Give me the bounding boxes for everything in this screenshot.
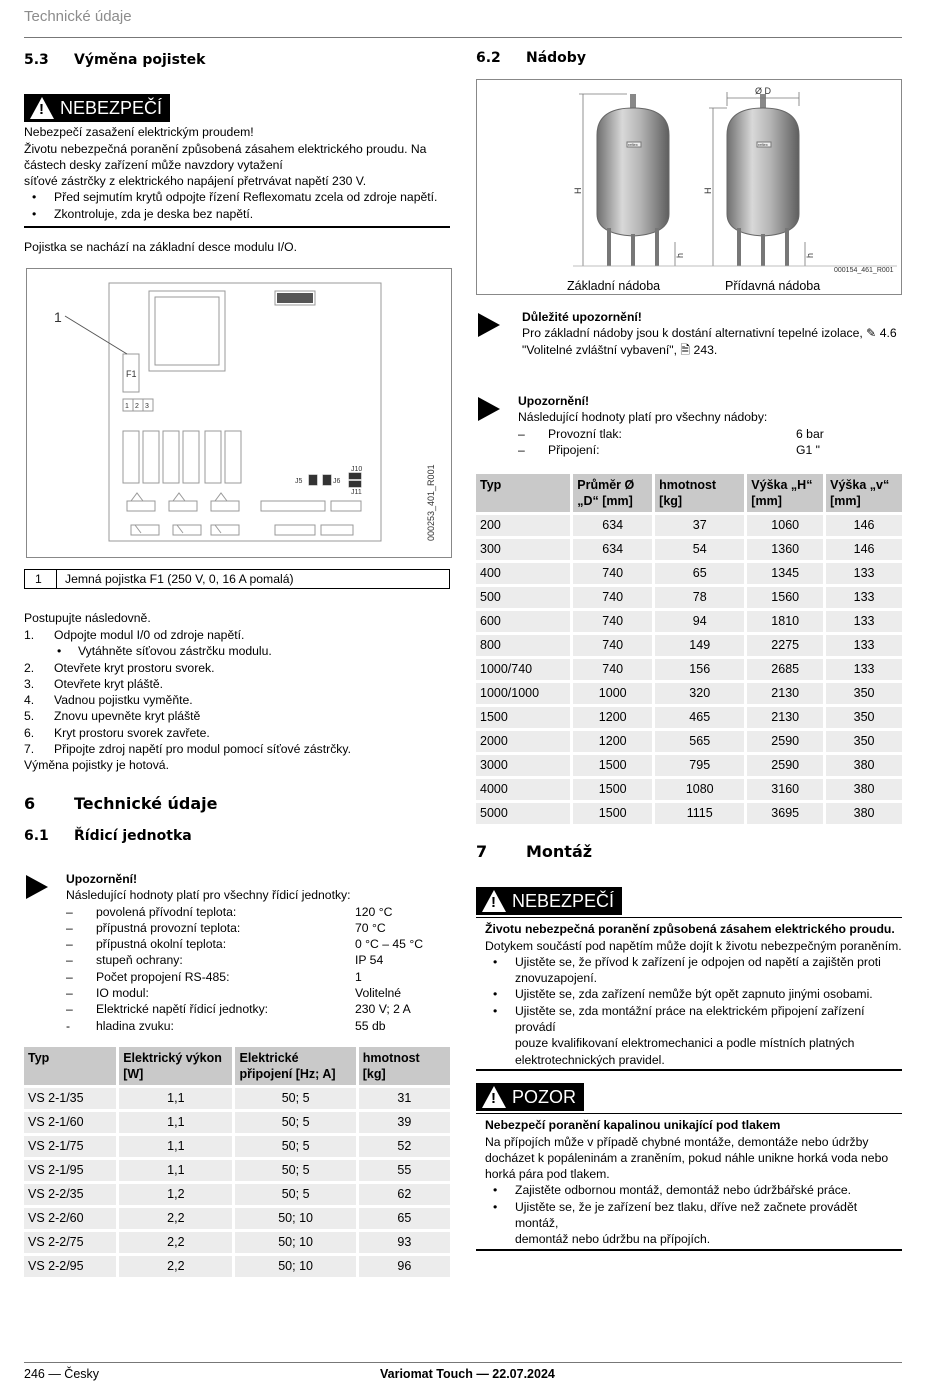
danger-label-box [476, 887, 622, 915]
table-row [476, 611, 902, 632]
danger-bullets [476, 954, 902, 1068]
section-number: 6.1 [24, 828, 49, 844]
section-5-3-heading [24, 52, 205, 68]
table-cell: 54 [655, 539, 744, 560]
table-row [24, 1184, 450, 1205]
table-cell: 320 [655, 683, 744, 704]
control-unit-table-wrap [21, 1044, 453, 1280]
caution-bullet: • Ujistěte se, že je zařízení bez tlaku, dříve než začnete provádět montáž, demontáž nebo údržbu na přípojích. [493, 1199, 858, 1247]
table-cell: 50; 5 [235, 1112, 355, 1133]
note-text: Následující hodnoty platí pro všechny nádoby: [518, 410, 768, 425]
caution-text [476, 1134, 902, 1183]
table-cell: 133 [826, 659, 902, 680]
table-cell: 31 [359, 1088, 450, 1109]
section-6-2-heading [476, 50, 586, 66]
procedure-step: 5. Znovu upevněte kryt pláště [24, 709, 201, 724]
table-header: hmotnost [kg] [359, 1047, 450, 1085]
table-cell: 500 [476, 587, 570, 608]
note-text: "Volitelné zvláštní vybavení", 🗎 243. [522, 342, 718, 357]
important-note [522, 309, 902, 358]
caution-line: docházet k popáleninám a zraněním, pokud náhle unikne horká voda nebo [485, 1150, 889, 1165]
table-cell: 149 [655, 635, 744, 656]
danger-line: síťové zástrčky z elektrického napájení přetrvávat napětí 230 V. [24, 174, 367, 189]
table-row [476, 587, 902, 608]
note-arrow-icon [26, 875, 48, 899]
table-cell: VS 2-2/75 [24, 1232, 116, 1253]
table-cell: 94 [655, 611, 744, 632]
foot-height-label: h [805, 252, 815, 258]
section-number: 5.3 [24, 52, 49, 68]
table-cell: VS 2-2/95 [24, 1256, 116, 1277]
table-cell: 740 [573, 587, 652, 608]
table-row [476, 707, 902, 728]
height-label: H [703, 187, 713, 194]
danger-notice-mounting [476, 887, 902, 1071]
danger-bullet: • Ujistěte se, zda montážní práce na elektrickém připojení zařízení provádí pouze kvalifikovaní elektromechanici a podle místních platných elektrotechnických pravidel. [493, 1003, 865, 1067]
note-title: Důležité upozornění! [522, 310, 642, 324]
pin-label: 2 [135, 403, 139, 410]
table-row [24, 1088, 450, 1109]
vessels-figure [476, 79, 902, 295]
caution-rule [476, 1249, 902, 1251]
table-cell: 2590 [747, 755, 823, 776]
table-header-row [476, 474, 902, 512]
height-label: H [573, 187, 583, 194]
caution-top-rule [476, 1113, 902, 1114]
legend-number: 1 [25, 570, 57, 588]
pin-label: 3 [145, 403, 149, 410]
danger-line: Nebezpečí zasažení elektrickým proudem! [24, 125, 254, 140]
table-row [476, 515, 902, 536]
j5-label: J5 [295, 478, 303, 485]
table-cell: 50; 10 [235, 1256, 355, 1277]
danger-notice-fuse [24, 94, 450, 228]
table-cell: VS 2-1/75 [24, 1136, 116, 1157]
table-cell: 2130 [747, 683, 823, 704]
table-cell: 350 [826, 731, 902, 752]
section-title: Montáž [526, 842, 593, 861]
table-cell: 55 [359, 1160, 450, 1181]
note-arrow-icon [478, 397, 500, 421]
table-cell: 1500 [476, 707, 570, 728]
spec-row: - hladina zvuku: 55 db [66, 1018, 386, 1033]
danger-label: NEBEZPEČÍ [60, 97, 163, 118]
table-cell: 634 [573, 515, 652, 536]
table-header: Průměr Ø „D“ [mm] [573, 474, 652, 512]
table-cell: 50; 5 [235, 1088, 355, 1109]
table-cell: 4000 [476, 779, 570, 800]
table-cell: 65 [655, 563, 744, 584]
note-text: Pro základní nádoby jsou k dostání alternativní tepelné izolace, ✎ 4.6 [522, 326, 897, 341]
table-cell: 1000/1000 [476, 683, 570, 704]
table-cell: 465 [655, 707, 744, 728]
table-cell: 5000 [476, 803, 570, 824]
table-cell: 3695 [747, 803, 823, 824]
table-cell: 2000 [476, 731, 570, 752]
danger-bullet: • Před sejmutím krytů odpojte řízení Reflexomatu zcela od zdroje napětí. [32, 190, 438, 205]
spec-row: – Počet propojení RS-485: 1 [66, 969, 362, 984]
danger-text: Dotykem součástí pod napětím může dojít k životu nebezpečným poraněním. [485, 938, 902, 953]
diameter-label: Ø D [755, 86, 772, 96]
spec-row: – přípustná okolní teplota: 0 °C – 45 °C [66, 937, 424, 952]
table-cell: 62 [359, 1184, 450, 1205]
table-cell: 96 [359, 1256, 450, 1277]
spec-row: – Elektrické napětí řídicí jednotky: 230 V; 2 A [66, 1002, 411, 1017]
figure-code: 000154_461_R001 [834, 267, 894, 274]
table-header: Výška „v“ [mm] [826, 474, 902, 512]
table-cell: 78 [655, 587, 744, 608]
caution-notice [476, 1083, 902, 1251]
table-cell: VS 2-1/95 [24, 1160, 116, 1181]
section-title: Nádoby [526, 50, 586, 66]
table-cell: 1,1 [119, 1136, 232, 1157]
footer-document-title: Variomat Touch — 22.07.2024 [380, 1367, 555, 1381]
table-cell: 50; 10 [235, 1208, 355, 1229]
spec-row: – Připojení: G1 " [518, 442, 820, 457]
header-divider [24, 37, 902, 38]
table-row [24, 1160, 450, 1181]
table-row [476, 779, 902, 800]
pin-label: 1 [125, 403, 129, 410]
fig-callout-1: 1 [54, 309, 62, 325]
table-cell: 133 [826, 563, 902, 584]
procedure-step: 1. Odpojte modul I/0 od zdroje napětí. [24, 628, 245, 642]
table-cell: 1560 [747, 587, 823, 608]
table-header-row [24, 1047, 450, 1085]
procedure-step: 2. Otevřete kryt prostoru svorek. [24, 660, 215, 675]
important-arrow-icon [478, 313, 500, 337]
vessels-table-wrap [473, 471, 905, 827]
section-7-heading [476, 844, 592, 860]
j6-label: J6 [333, 478, 341, 485]
table-header: Typ [476, 474, 570, 512]
procedure-steps [24, 627, 450, 774]
table-cell: 400 [476, 563, 570, 584]
control-unit-note [66, 871, 450, 1034]
section-6-heading [24, 796, 217, 812]
footer-page-number: 246 — Česky [24, 1367, 100, 1381]
table-cell: 146 [826, 539, 902, 560]
table-row [24, 1136, 450, 1157]
spec-row: – stupeň ochrany: IP 54 [66, 953, 384, 968]
table-cell: 740 [573, 563, 652, 584]
table-cell: 1,1 [119, 1160, 232, 1181]
table-row [24, 1256, 450, 1277]
base-vessel-caption: Základní nádoba [567, 279, 661, 293]
io-board-figure [26, 268, 452, 558]
table-row [476, 539, 902, 560]
table-row [24, 1112, 450, 1133]
table-cell: 1000 [573, 683, 652, 704]
warning-triangle-icon: ! [30, 97, 54, 119]
table-cell: 1810 [747, 611, 823, 632]
note-title: Upozornění! [66, 872, 138, 886]
control-unit-table [21, 1044, 453, 1280]
table-cell: 740 [573, 659, 652, 680]
procedure-step: 3. Otevřete kryt pláště. [24, 676, 164, 691]
table-row [476, 803, 902, 824]
table-cell: 300 [476, 539, 570, 560]
danger-heading: Životu nebezpečná poranění způsobená zásahem elektrického proudu. [485, 922, 895, 937]
page-header-title: Technické údaje [24, 8, 132, 25]
vessels-note [518, 393, 902, 458]
table-header: Typ [24, 1047, 116, 1085]
note-text: Následující hodnoty platí pro všechny řídicí jednotky: [66, 888, 351, 903]
caution-label-box [476, 1083, 584, 1111]
caution-line: Na přípojích může v případě chybné montáže, demontáže nebo údržby [485, 1134, 869, 1149]
table-cell: 600 [476, 611, 570, 632]
danger-bullet: • Zkontroluje, zda je deska bez napětí. [32, 206, 254, 221]
section-6-1-heading [24, 828, 192, 844]
table-cell: 50; 5 [235, 1160, 355, 1181]
table-cell: 50; 5 [235, 1184, 355, 1205]
table-cell: 1345 [747, 563, 823, 584]
table-cell: 3000 [476, 755, 570, 776]
table-cell: 1115 [655, 803, 744, 824]
table-cell: 1,1 [119, 1088, 232, 1109]
fuse-location-text: Pojistka se nachází na základní desce modulu I/O. [24, 240, 298, 254]
procedure-substep: • Vytáhněte síťovou zástrčku modulu. [57, 644, 272, 659]
j10-label: J10 [351, 466, 363, 473]
footer-divider [24, 1362, 902, 1363]
section-number: 7 [476, 842, 488, 861]
caution-line: horká pára pod tlakem. [485, 1167, 610, 1182]
table-cell: 1080 [655, 779, 744, 800]
danger-rule [476, 1069, 902, 1071]
table-cell: 133 [826, 587, 902, 608]
legend-text: Jemná pojistka F1 (250 V, 0, 16 A pomalá) [65, 571, 294, 586]
table-cell: 1,1 [119, 1112, 232, 1133]
table-cell: 65 [359, 1208, 450, 1229]
note-title: Upozornění! [518, 394, 590, 408]
table-cell: 2685 [747, 659, 823, 680]
table-cell: VS 2-1/60 [24, 1112, 116, 1133]
section-title: Výměna pojistek [74, 52, 206, 68]
table-cell: 52 [359, 1136, 450, 1157]
brand-logo: reflex [628, 142, 638, 147]
danger-label: NEBEZPEČÍ [512, 890, 615, 911]
procedure-step: 7. Připojte zdroj napětí pro modul pomocí síťové zástrčky. [24, 742, 351, 757]
table-cell: 93 [359, 1232, 450, 1253]
danger-line: částech desky zařízení může navzdory vytažení [24, 157, 283, 172]
danger-bullet: • Ujistěte se, že přívod k zařízení je odpojen od napětí a zajištěn proti znovuzapojení. [493, 954, 881, 986]
table-cell: 565 [655, 731, 744, 752]
danger-bullet: • Ujistěte se, zda zařízení nemůže být opět zapnuto jinými osobami. [493, 987, 873, 1002]
table-cell: 2,2 [119, 1208, 232, 1229]
table-cell: 146 [826, 515, 902, 536]
table-cell: 350 [826, 683, 902, 704]
table-cell: 2590 [747, 731, 823, 752]
table-row [24, 1232, 450, 1253]
table-header: Elektrický výkon [W] [119, 1047, 232, 1085]
section-number: 6.2 [476, 50, 501, 66]
table-cell: 1500 [573, 779, 652, 800]
caution-label: POZOR [512, 1086, 577, 1107]
table-cell: 380 [826, 755, 902, 776]
table-row [476, 683, 902, 704]
table-cell: 3160 [747, 779, 823, 800]
spec-row: – povolená přívodní teplota: 120 °C [66, 904, 393, 919]
table-cell: VS 2-2/35 [24, 1184, 116, 1205]
table-cell: 1500 [573, 803, 652, 824]
table-cell: 156 [655, 659, 744, 680]
brand-logo: reflex [758, 142, 768, 147]
procedure-result: Výměna pojistky je hotová. [24, 758, 169, 773]
table-header: Elektrické připojení [Hz; A] [235, 1047, 355, 1085]
vessels-table [473, 471, 905, 827]
figure-legend-row [24, 569, 450, 589]
section-number: 6 [24, 794, 36, 813]
warning-triangle-icon: ! [482, 1086, 506, 1108]
table-cell: 2,2 [119, 1256, 232, 1277]
spec-row: – IO modul: Volitelné [66, 986, 402, 1001]
table-cell: VS 2-1/35 [24, 1088, 116, 1109]
table-cell: 795 [655, 755, 744, 776]
table-row [476, 755, 902, 776]
table-cell: 1,2 [119, 1184, 232, 1205]
table-cell: 37 [655, 515, 744, 536]
table-cell: 1360 [747, 539, 823, 560]
table-cell: 740 [573, 635, 652, 656]
table-cell: 1200 [573, 707, 652, 728]
table-row [476, 563, 902, 584]
table-row [476, 731, 902, 752]
table-row [24, 1208, 450, 1229]
caution-bullets [476, 1182, 902, 1247]
procedure-intro: Postupujte následovně. [24, 611, 151, 625]
table-cell: 1200 [573, 731, 652, 752]
warning-triangle-icon: ! [482, 890, 506, 912]
table-cell: 800 [476, 635, 570, 656]
fuse-f1-label: F1 [126, 369, 137, 379]
section-title: Technické údaje [74, 794, 218, 813]
table-cell: 2275 [747, 635, 823, 656]
table-cell: 380 [826, 779, 902, 800]
table-cell: 2,2 [119, 1232, 232, 1253]
foot-height-label: h [675, 252, 685, 258]
table-cell: 634 [573, 539, 652, 560]
table-cell: VS 2-2/60 [24, 1208, 116, 1229]
spec-row: – Provozní tlak: 6 bar [518, 426, 824, 441]
table-cell: 1000/740 [476, 659, 570, 680]
procedure-step: 4. Vadnou pojistku vyměňte. [24, 693, 193, 708]
caution-heading: Nebezpečí poranění kapalinou unikající pod tlakem [485, 1118, 781, 1133]
table-cell: 350 [826, 707, 902, 728]
table-cell: 200 [476, 515, 570, 536]
section-title: Řídicí jednotka [74, 828, 192, 844]
figure-code: 000253_401_R001 [426, 464, 436, 541]
table-cell: 2130 [747, 707, 823, 728]
danger-line: Životu nebezpečná poranění způsobená zásahem elektrického proudu. Na [24, 141, 427, 156]
io-board-drawing [27, 269, 451, 557]
procedure-step: 6. Kryt prostoru svorek zavřete. [24, 725, 210, 740]
extra-vessel-caption: Přídavná nádoba [725, 279, 821, 293]
table-cell: 133 [826, 635, 902, 656]
table-header: hmotnost [kg] [655, 474, 744, 512]
table-cell: 380 [826, 803, 902, 824]
table-cell: 740 [573, 611, 652, 632]
caution-bullet: • Zajistěte odbornou montáž, demontáž nebo údržbářské práce. [493, 1183, 852, 1198]
table-cell: 50; 5 [235, 1136, 355, 1157]
j11-label: J11 [351, 489, 362, 496]
danger-label-box [24, 94, 170, 122]
table-cell: 1500 [573, 755, 652, 776]
danger-top-rule [476, 917, 902, 918]
table-cell: 50; 10 [235, 1232, 355, 1253]
table-row [476, 659, 902, 680]
spec-row: – přípustná provozní teplota: 70 °C [66, 920, 386, 935]
table-cell: 133 [826, 611, 902, 632]
table-row [476, 635, 902, 656]
table-header: Výška „H“ [mm] [747, 474, 823, 512]
table-cell: 39 [359, 1112, 450, 1133]
table-cell: 1060 [747, 515, 823, 536]
vessels-drawing [477, 80, 901, 294]
danger-rule [24, 226, 450, 228]
